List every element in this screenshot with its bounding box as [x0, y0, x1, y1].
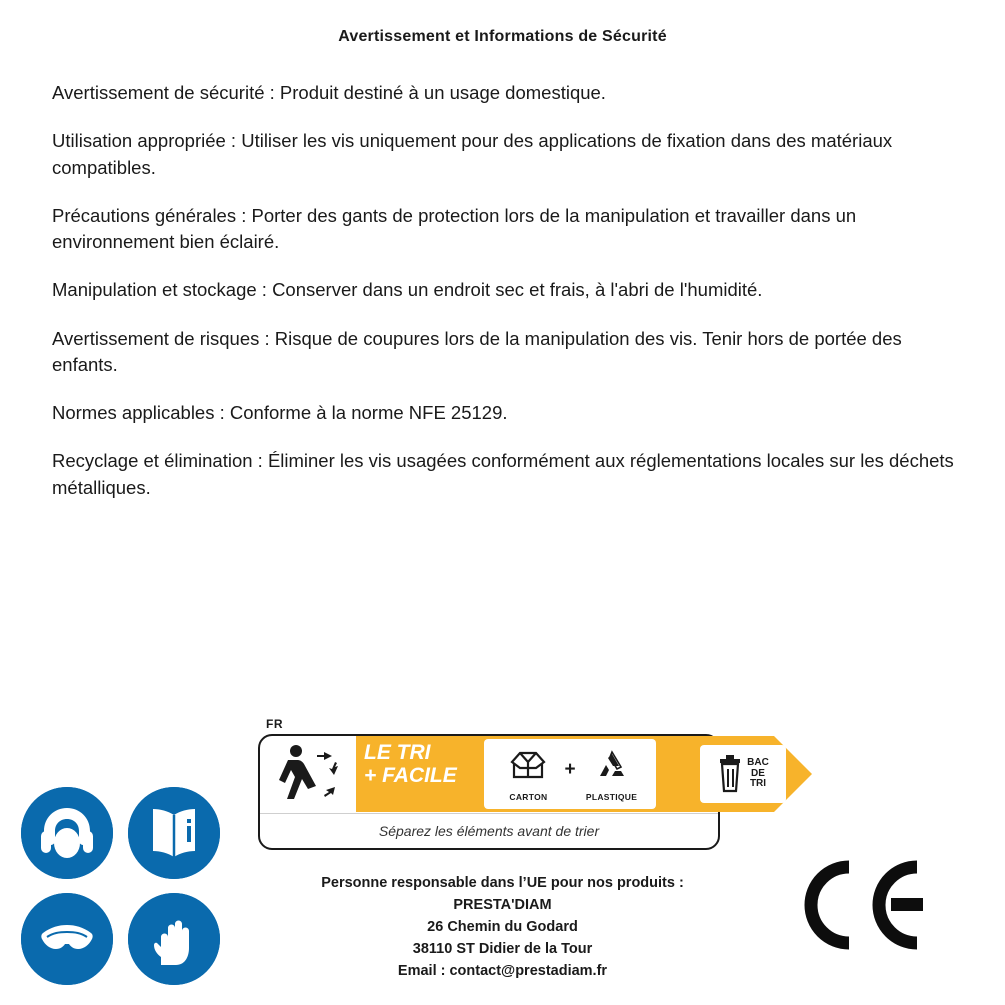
- paragraph: Précautions générales : Porter des gants de protection lors de la manipulation et travailler dans un environnement bien éclairé.: [52, 204, 857, 253]
- label-footer: Séparez les éléments avant de trier: [260, 813, 718, 848]
- material-label: PLASTIQUE: [585, 792, 638, 802]
- company-name: PRESTA'DIAM: [453, 897, 552, 914]
- carton-box-icon: [502, 746, 554, 786]
- material-label: CARTON: [509, 792, 548, 802]
- material-plastique: [579, 746, 645, 802]
- company-address: 26 Chemin du Godard: [427, 919, 578, 936]
- company-email: Email : contact@prestadiam.fr: [397, 963, 608, 980]
- slogan-line-1: LE TRI: [364, 741, 431, 764]
- slogan: [364, 742, 480, 787]
- paragraph: Normes applicables : Conforme à la norme NFE 25129.: [52, 402, 508, 424]
- slogan-line-2: + FACILE: [364, 763, 457, 787]
- paragraph: Utilisation appropriée : Utiliser les vis uniquement pour des applications de fixation dans des matériaux compatibles.: [52, 130, 893, 178]
- recycle-triangle-icon: [586, 746, 638, 786]
- bin-text: [747, 758, 769, 790]
- responsible-prefix: Personne responsable dans l’: [321, 875, 527, 891]
- page-title: Avertissement et Informations de Sécurité: [338, 28, 667, 45]
- company-city: 38110 ST Didier de la Tour: [412, 941, 593, 958]
- paragraph: Avertissement de risques : Risque de coupures lors de la manipulation des vis. Tenir hors de portée des enfants.: [52, 327, 902, 375]
- materials-panel: [484, 739, 656, 809]
- bin-line-1: BAC: [747, 757, 769, 769]
- recycling-label: [258, 717, 769, 847]
- ear-protection-icon: [21, 787, 113, 879]
- trash-bin-icon: [717, 755, 743, 793]
- triman-icon: [266, 738, 354, 810]
- paragraph: Avertissement de sécurité : Produit destiné à un usage domestique.: [52, 82, 606, 103]
- warning-text-block: [50, 46, 955, 501]
- bin-line-2: DE: [751, 767, 765, 779]
- read-instructions-icon: [128, 787, 220, 879]
- paragraph: Manipulation et stockage : Conserver dans un endroit sec et frais, à l'abri de l'humidité.: [52, 279, 763, 301]
- plus-sign: +: [564, 759, 576, 780]
- material-carton: [495, 746, 561, 802]
- sorting-bin: [700, 745, 786, 803]
- responsible-suffix: pour nos produits :: [546, 875, 684, 891]
- country-code-label: FR: [266, 717, 283, 731]
- ce-marking: [793, 857, 943, 953]
- paragraph: Recyclage et élimination : Éliminer les vis usagées conformément aux réglementations locales sur les déchets métalliques.: [52, 450, 954, 498]
- responsible-region: UE: [526, 875, 547, 891]
- bin-line-3: TRI: [749, 778, 767, 790]
